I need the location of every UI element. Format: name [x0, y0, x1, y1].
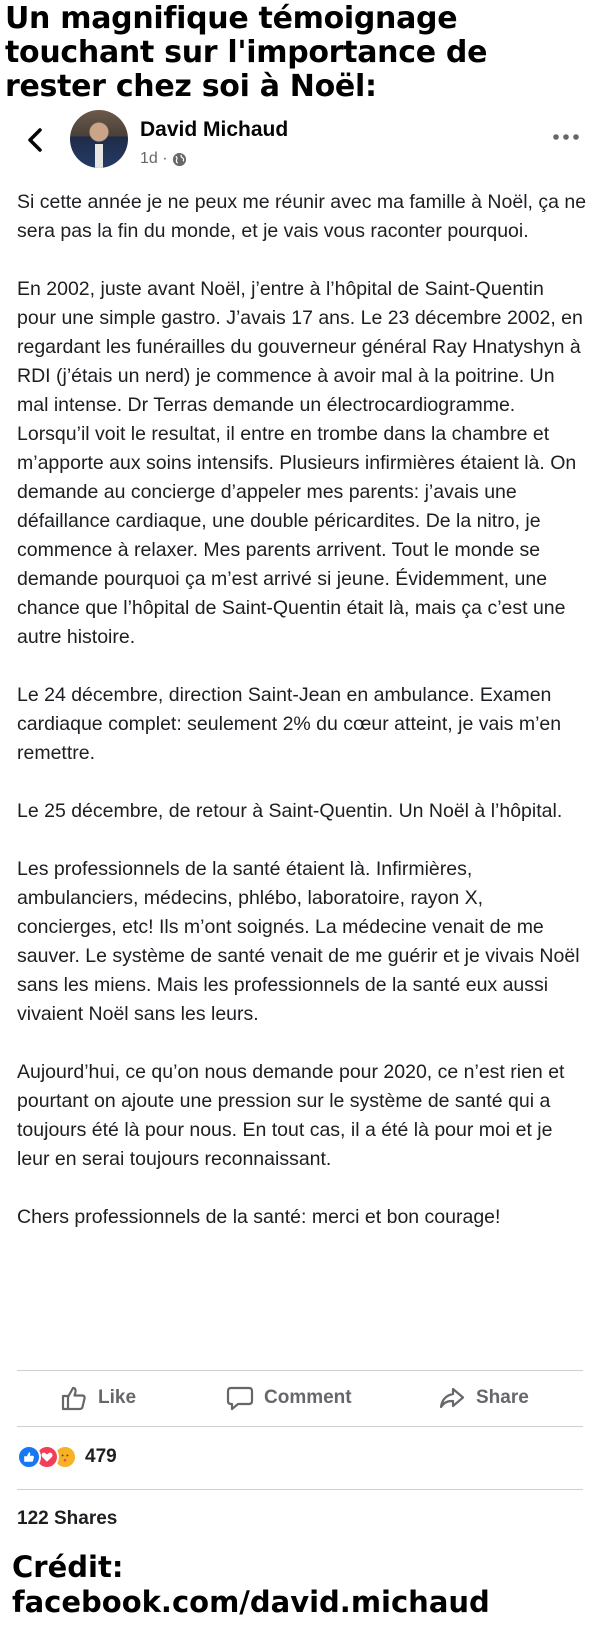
- back-arrow-icon[interactable]: [22, 123, 50, 157]
- credit-block: [12, 1550, 490, 1620]
- share-button[interactable]: [438, 1372, 529, 1424]
- globe-icon: [172, 152, 187, 167]
- post-meta: [140, 150, 187, 168]
- more-options-icon[interactable]: [552, 131, 580, 143]
- shares-count[interactable]: 122 Shares: [17, 1508, 118, 1529]
- post-paragraph: Les professionnels de la santé étaient là. Infirmières, ambulanciers, médecins, phlébo, laboratoire, rayon X, concierges, etc! Ils m’ont soignés. La médecine venait de me sauver. Le système de santé venait de me guérir et je vivais Noël sans les miens. Mais les professionnels de la santé eux aussi vivaient Noël sans les leurs.: [17, 858, 580, 1025]
- post-paragraph: Chers professionnels de la santé: merci et bon courage!: [17, 1206, 501, 1228]
- post-paragraph: Si cette année je ne peux me réunir avec ma famille à Noël, ça ne sera pas la fin du monde, et je vais vous raconter pourquoi.: [17, 191, 587, 242]
- post-time: 1d ·: [140, 150, 168, 167]
- comment-button[interactable]: [226, 1372, 352, 1424]
- avatar[interactable]: [70, 110, 128, 168]
- credit-url: facebook.com/david.michaud: [12, 1585, 490, 1619]
- thumbs-up-icon: [60, 1384, 88, 1412]
- divider: [17, 1426, 583, 1427]
- comment-icon: [226, 1384, 254, 1412]
- post-paragraph: Aujourd’hui, ce qu’on nous demande pour 2020, ce n’est rien et pourtant on ajoute une pression sur le système de santé qui a toujours été là pour nous. En tout cas, il a été là pour moi et je leur en serai toujours reconnaissant.: [17, 1061, 565, 1170]
- reactions-summary[interactable]: [17, 1444, 117, 1470]
- post-body: [17, 188, 587, 1232]
- action-bar: [0, 1372, 600, 1424]
- like-button[interactable]: [60, 1372, 136, 1424]
- meme-title: Un magnifique témoignage touchant sur l'importance de rester chez soi à Noël:: [5, 1, 488, 104]
- share-arrow-icon: [438, 1384, 466, 1412]
- post-header: [0, 107, 600, 177]
- comment-label: Comment: [264, 1387, 352, 1408]
- like-label: Like: [98, 1387, 137, 1408]
- reactions-count: 479: [85, 1446, 117, 1467]
- post-paragraph: En 2002, juste avant Noël, j’entre à l’hôpital de Saint-Quentin pour une simple gastro. J’avais 17 ans. Le 23 décembre 2002, en regardant les funérailles du gouverneur général Ray Hnatyshyn à RDI (j’étais un nerd) je commence à avoir mal à la poitrine. Un mal intense. Dr Terras demande un électrocardiogramme. Lorsqu’il voit le resultat, il entre en trombe dans la chambre et m’apporte aux soins intensifs. Plusieurs infirmières étaient là. On demande au concierge d’appeler mes parents: j’avais une défaillance cardiaque, une double péricardites. De la nitro, je commence à relaxer. Mes parents arrivent. Tout le monde se demande pourquoi ça m’est arrivé si jeune. Évidemment, une chance que l’hôpital de Saint-Quentin était là, mais ça c’est une autre histoire.: [17, 278, 583, 648]
- credit-label: Crédit:: [12, 1550, 124, 1584]
- divider: [17, 1489, 583, 1490]
- share-label: Share: [476, 1387, 529, 1408]
- post-paragraph: Le 25 décembre, de retour à Saint-Quentin. Un Noël à l’hôpital.: [17, 800, 563, 822]
- post-paragraph: Le 24 décembre, direction Saint-Jean en ambulance. Examen cardiaque complet: seulement 2% du cœur atteint, je vais m’en remettre.: [17, 684, 562, 764]
- divider: [17, 1370, 583, 1371]
- author-name[interactable]: David Michaud: [140, 118, 289, 141]
- like-reaction-icon: [17, 1445, 41, 1469]
